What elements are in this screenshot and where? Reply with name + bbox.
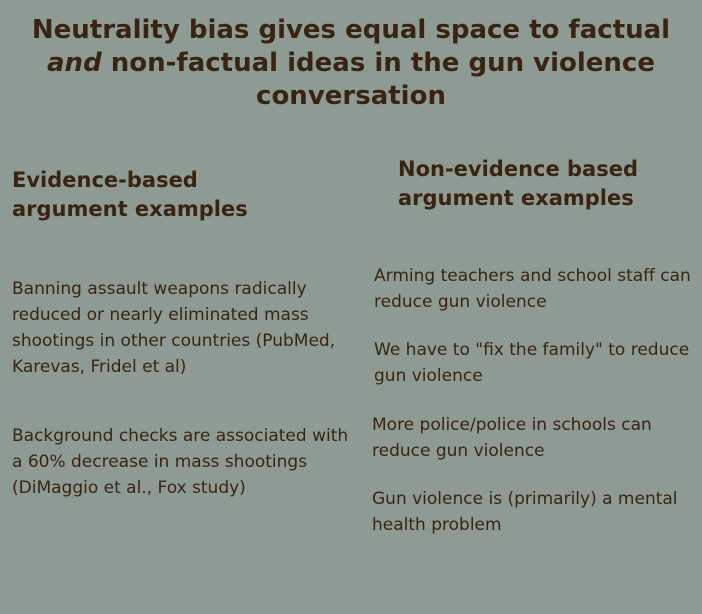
non-evidence-based-heading: Non-evidence based argument examples bbox=[398, 157, 639, 210]
title-emphasis: and bbox=[47, 48, 102, 78]
title-text-part-2: non-factual ideas in the gun violence conversation bbox=[101, 48, 655, 111]
non-evidence-item-mental-health: Gun violence is (primarily) a mental health problem bbox=[372, 489, 678, 535]
evidence-based-heading: Evidence-based argument examples bbox=[12, 168, 248, 221]
non-evidence-item-police: More police/police in schools can reduce gun violence bbox=[372, 415, 652, 461]
evidence-item-background-checks: Background checks are associated with a 60% decrease in mass shootings (DiMaggio et al., Fox study) bbox=[12, 426, 349, 498]
title-text-part-1: Neutrality bias gives equal space to factual bbox=[31, 15, 671, 45]
evidence-item-assault-weapons: Banning assault weapons radically reduced or nearly eliminated mass shootings in other countries (PubMed, Karevas, Fridel et al) bbox=[12, 279, 336, 377]
page-title bbox=[20, 14, 682, 113]
non-evidence-item-arming-teachers: Arming teachers and school staff can reduce gun violence bbox=[374, 266, 691, 312]
non-evidence-item-fix-family: We have to "fix the family" to reduce gun violence bbox=[374, 340, 690, 386]
